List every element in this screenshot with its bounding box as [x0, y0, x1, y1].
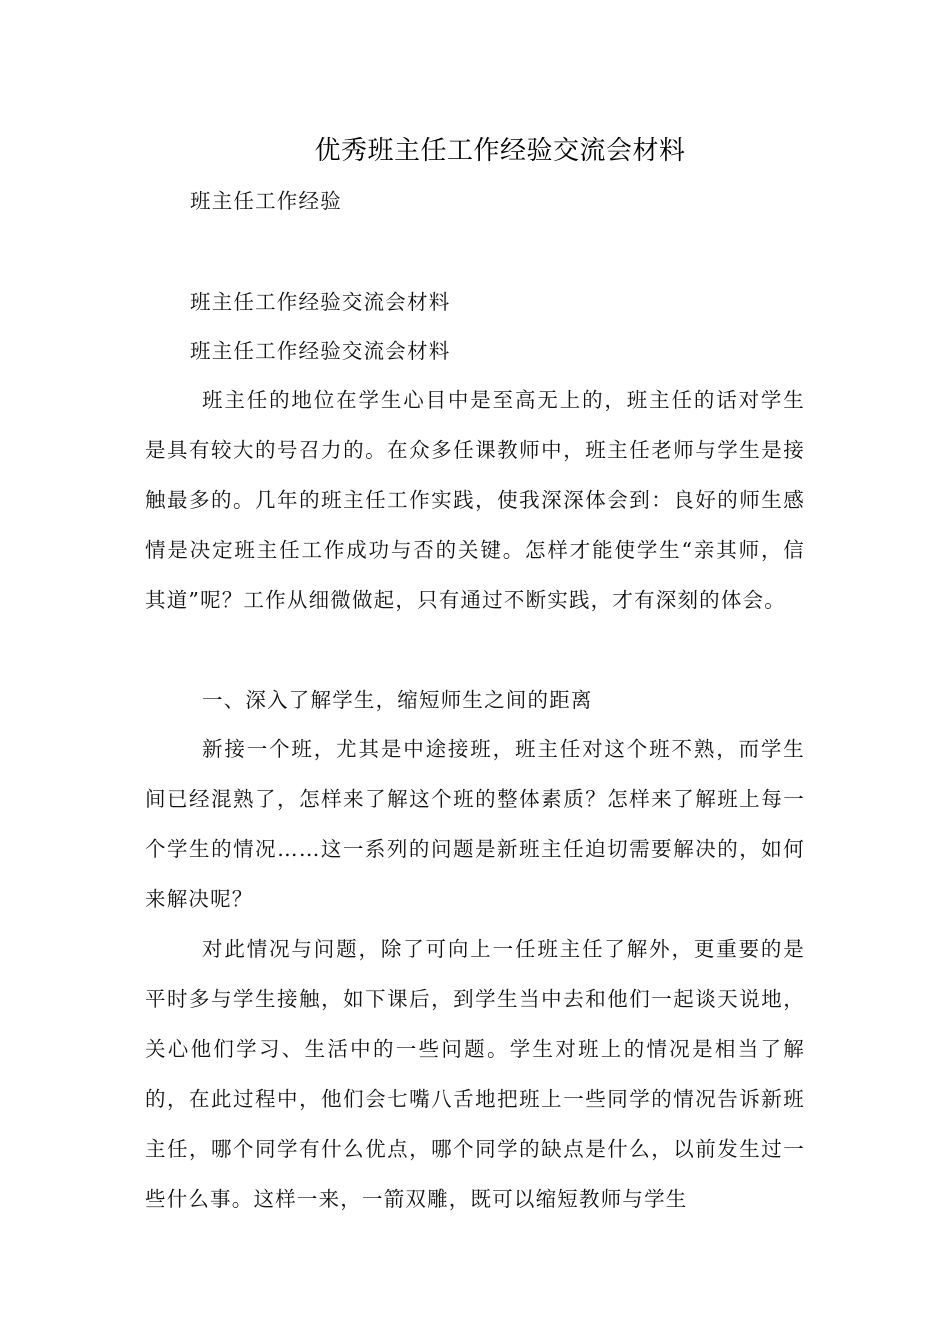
section-heading-1: 一、深入了解学生，缩短师生之间的距离 — [202, 688, 593, 712]
subheading-exchange-material: 班主任工作经验交流会材料 — [190, 290, 451, 314]
document-title: 优秀班主任工作经验交流会材料 — [314, 136, 686, 166]
subheading-exchange-material-repeat: 班主任工作经验交流会材料 — [190, 339, 451, 363]
subheading-work-experience: 班主任工作经验 — [190, 189, 342, 213]
paragraph-intro: 班主任的地位在学生心目中是至高无上的，班主任的话对学生是具有较大的号召力的。在众多任课教师中，班主任老师与学生是接触最多的。几年的班主任工作实践，使我深深体会到：良好的师生感情是决定班主任工作成功与否的关键。怎样才能使学生“亲其师，信其道”呢？工作从细微做起，只有通过不断实践，才有深刻的体会。 — [145, 388, 805, 612]
paragraph-contact-students: 对此情况与问题，除了可向上一任班主任了解外，更重要的是平时多与学生接触，如下课后，到学生当中去和他们一起谈天说地，关心他们学习、生活中的一些问题。学生对班上的情况是相当了解的，在此过程中，他们会七嘴八舌地把班上一些同学的情况告诉新班主任，哪个同学有什么优点，哪个同学的缺点是什么，以前发生过一些什么事。这样一来，一箭双雕，既可以缩短教师与学生 — [145, 937, 805, 1211]
paragraph-new-class: 新接一个班，尤其是中途接班，班主任对这个班不熟，而学生间已经混熟了，怎样来了解这个班的整体素质？怎样来了解班上每一个学生的情况……这一系列的问题是新班主任迫切需要解决的，如何来解决呢？ — [145, 737, 805, 911]
